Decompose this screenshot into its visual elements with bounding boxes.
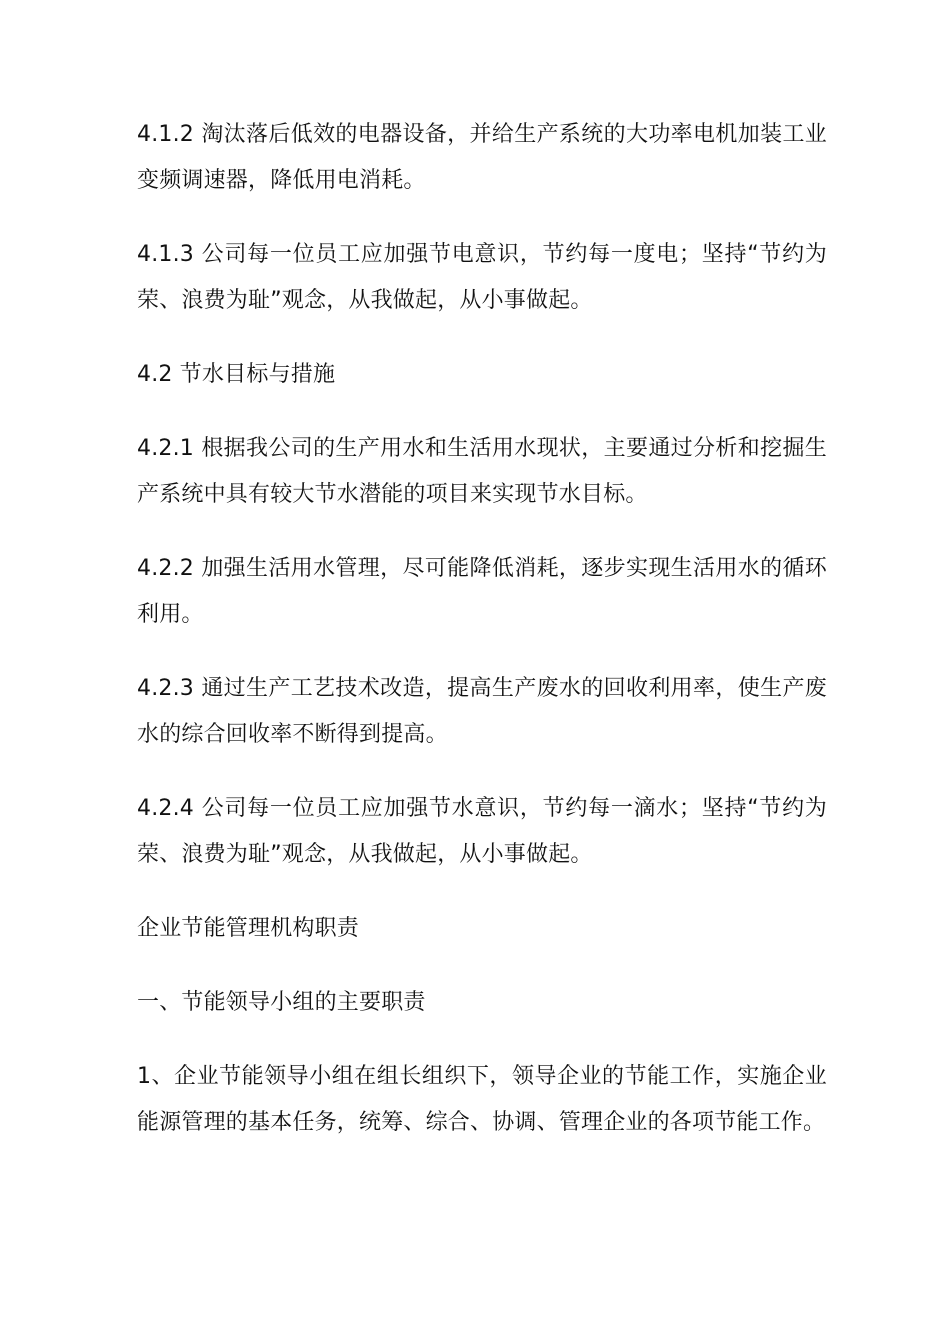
paragraph-4-2-2: 4.2.2 加强生活用水管理，尽可能降低消耗，逐步实现生活用水的循环利用。	[137, 556, 827, 627]
heading-4-2: 4.2 节水目标与措施	[137, 362, 336, 387]
paragraph-4-2-1: 4.2.1 根据我公司的生产用水和生活用水现状，主要通过分析和挖掘生产系统中具有较大节水潜能的项目来实现节水目标。	[137, 436, 827, 507]
subsection-heading: 一、节能领导小组的主要职责	[137, 990, 426, 1015]
section-heading: 企业节能管理机构职责	[137, 916, 360, 941]
document-body	[137, 112, 827, 1174]
paragraph-4-1-2: 4.1.2 淘汰落后低效的电器设备，并给生产系统的大功率电机加装工业变频调速器，降低用电消耗。	[137, 122, 827, 193]
paragraph-4-2-3: 4.2.3 通过生产工艺技术改造，提高生产废水的回收利用率，使生产废水的综合回收率不断得到提高。	[137, 676, 827, 747]
paragraph-item-1: 1、企业节能领导小组在组长组织下，领导企业的节能工作，实施企业能源管理的基本任务，统筹、综合、协调、管理企业的各项节能工作。	[137, 1064, 827, 1135]
paragraph-4-2-4: 4.2.4 公司每一位员工应加强节水意识，节约每一滴水；坚持“节约为荣、浪费为耻”观念，从我做起，从小事做起。	[137, 796, 827, 867]
paragraph-4-1-3: 4.1.3 公司每一位员工应加强节电意识，节约每一度电；坚持“节约为荣、浪费为耻”观念，从我做起，从小事做起。	[137, 242, 827, 313]
